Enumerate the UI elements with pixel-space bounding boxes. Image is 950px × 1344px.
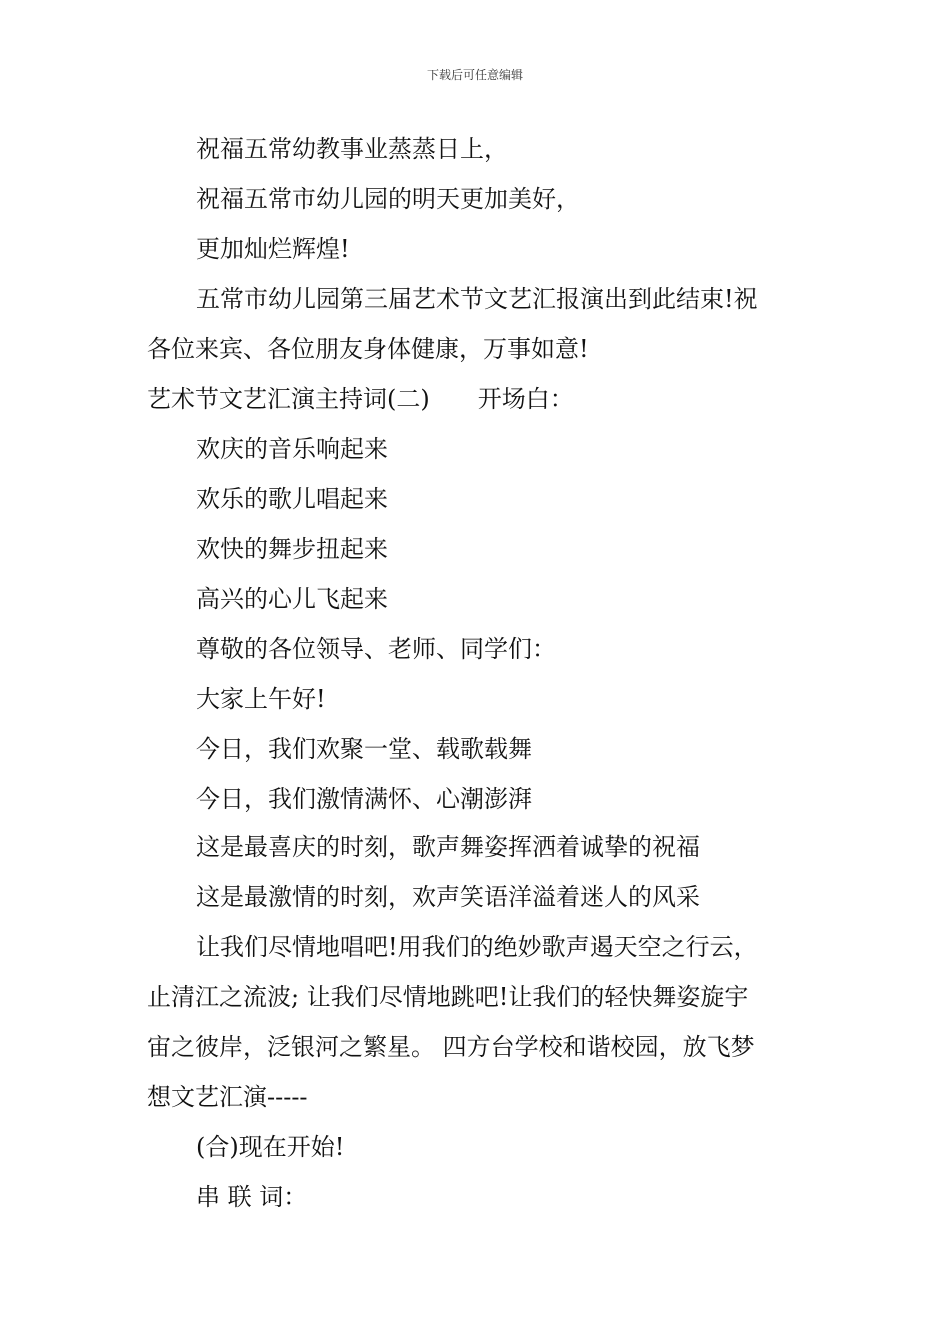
text-line-20: 想文艺汇演----- <box>147 1083 308 1111</box>
text-line-18: 止清江之流波; 让我们尽情地跳吧!让我们的轻快舞姿旋宇 <box>147 983 749 1011</box>
text-line-9: 欢快的舞步扭起来 <box>196 535 388 563</box>
text-line-13: 今日，我们欢聚一堂、载歌载舞 <box>196 735 532 763</box>
text-line-7: 欢庆的音乐响起来 <box>196 435 388 463</box>
text-line-22: 串 联 词： <box>196 1183 308 1211</box>
text-line-17: 让我们尽情地唱吧!用我们的绝妙歌声遏天空之行云， <box>196 933 758 961</box>
page-header-note: 下载后可任意编辑 <box>426 68 523 82</box>
text-line-12: 大家上午好! <box>196 685 326 713</box>
text-line-14: 今日，我们激情满怀、心潮澎湃 <box>196 785 532 813</box>
text-line-21: (合)现在开始! <box>196 1133 345 1161</box>
text-line-19: 宙之彼岸，泛银河之繁星。 四方台学校和谐校园，放飞梦 <box>147 1033 755 1061</box>
text-line-15: 这是最喜庆的时刻，歌声舞姿挥洒着诚挚的祝福 <box>196 833 700 861</box>
text-line-5: 各位来宾、各位朋友身体健康，万事如意! <box>147 335 589 363</box>
text-line-8: 欢乐的歌儿唱起来 <box>196 485 388 513</box>
section-heading: 艺术节文艺汇演主持词(二) 开场白： <box>147 385 574 413</box>
text-line-10: 高兴的心儿飞起来 <box>196 585 388 613</box>
text-line-11: 尊敬的各位领导、老师、同学们： <box>196 635 556 663</box>
text-line-16: 这是最激情的时刻，欢声笑语洋溢着迷人的风采 <box>196 883 700 911</box>
text-line-4: 五常市幼儿园第三届艺术节文艺汇报演出到此结束!祝 <box>196 285 758 313</box>
text-line-1: 祝福五常幼教事业蒸蒸日上， <box>196 135 508 163</box>
text-line-3: 更加灿烂辉煌! <box>196 235 350 263</box>
text-line-2: 祝福五常市幼儿园的明天更加美好， <box>196 185 580 213</box>
